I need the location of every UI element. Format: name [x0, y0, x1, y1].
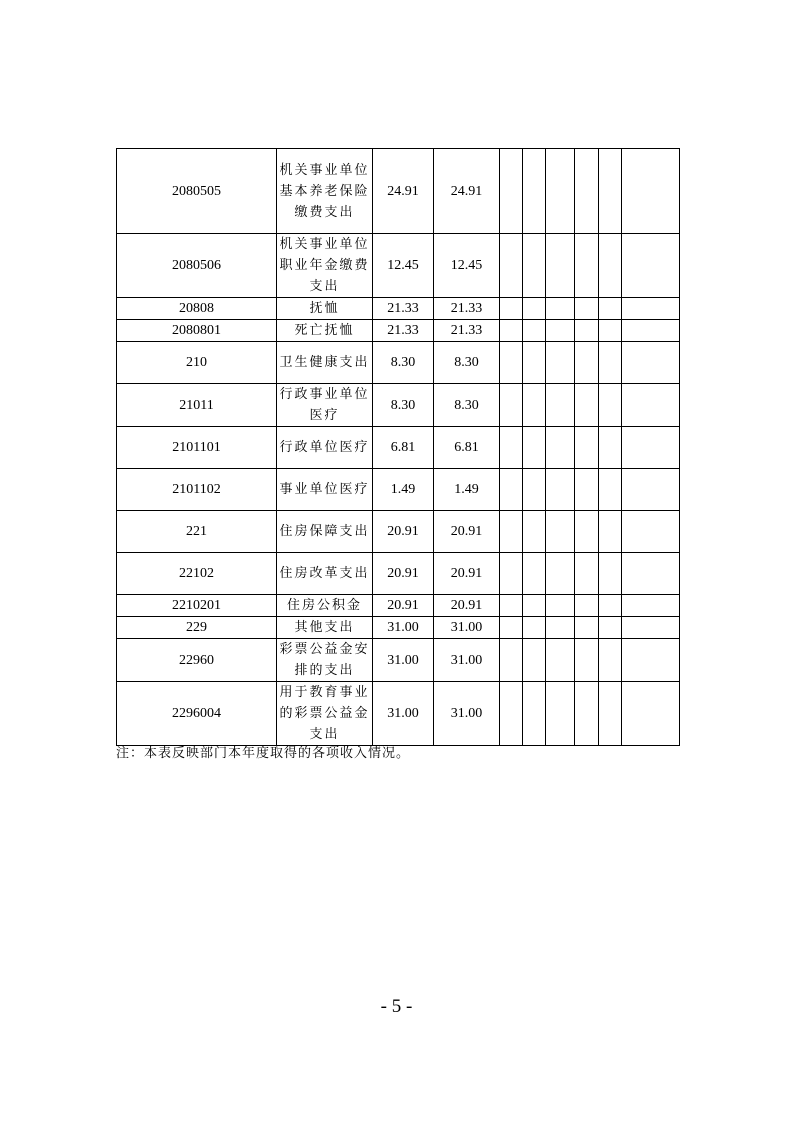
empty-cell	[500, 149, 523, 234]
subject-name-cell: 机关事业单位基本养老保险缴费支出	[277, 149, 373, 234]
amount-cell: 21.33	[434, 320, 500, 342]
amount-cell: 31.00	[434, 617, 500, 639]
empty-cell	[622, 427, 680, 469]
empty-cell	[575, 553, 599, 595]
total-cell: 21.33	[373, 320, 434, 342]
amount-cell: 31.00	[434, 639, 500, 682]
table-row	[117, 511, 680, 553]
empty-cell	[546, 553, 575, 595]
empty-cell	[599, 149, 622, 234]
empty-cell	[500, 469, 523, 511]
table-row	[117, 682, 680, 746]
total-cell: 8.30	[373, 384, 434, 427]
total-cell: 24.91	[373, 149, 434, 234]
amount-cell: 6.81	[434, 427, 500, 469]
subject-name-cell: 住房公积金	[277, 595, 373, 617]
empty-cell	[575, 234, 599, 298]
empty-cell	[622, 595, 680, 617]
page-number: - 5 -	[380, 996, 413, 1017]
empty-cell	[523, 234, 546, 298]
amount-cell: 8.30	[434, 384, 500, 427]
empty-cell	[546, 342, 575, 384]
total-cell: 1.49	[373, 469, 434, 511]
subject-code-cell: 221	[117, 511, 277, 553]
subject-code-cell: 2080801	[117, 320, 277, 342]
total-cell: 21.33	[373, 298, 434, 320]
subject-code-cell: 22960	[117, 639, 277, 682]
empty-cell	[622, 149, 680, 234]
empty-cell	[622, 469, 680, 511]
table-body	[117, 149, 680, 746]
subject-code-cell: 2210201	[117, 595, 277, 617]
total-cell: 6.81	[373, 427, 434, 469]
empty-cell	[622, 342, 680, 384]
empty-cell	[500, 639, 523, 682]
empty-cell	[622, 617, 680, 639]
subject-code-cell: 22102	[117, 553, 277, 595]
empty-cell	[599, 617, 622, 639]
empty-cell	[599, 682, 622, 746]
total-cell: 31.00	[373, 617, 434, 639]
empty-cell	[523, 342, 546, 384]
total-cell: 20.91	[373, 511, 434, 553]
empty-cell	[546, 469, 575, 511]
subject-code-cell: 229	[117, 617, 277, 639]
empty-cell	[500, 595, 523, 617]
table-row	[117, 617, 680, 639]
subject-code-cell: 2101102	[117, 469, 277, 511]
empty-cell	[500, 342, 523, 384]
empty-cell	[546, 320, 575, 342]
empty-cell	[575, 427, 599, 469]
table-row	[117, 298, 680, 320]
empty-cell	[575, 469, 599, 511]
total-cell: 20.91	[373, 553, 434, 595]
subject-name-cell: 其他支出	[277, 617, 373, 639]
subject-name-cell: 事业单位医疗	[277, 469, 373, 511]
empty-cell	[622, 553, 680, 595]
subject-name-cell: 住房保障支出	[277, 511, 373, 553]
subject-name-cell: 用于教育事业的彩票公益金支出	[277, 682, 373, 746]
empty-cell	[622, 234, 680, 298]
empty-cell	[546, 595, 575, 617]
subject-code-cell: 210	[117, 342, 277, 384]
subject-name-cell: 行政事业单位医疗	[277, 384, 373, 427]
subject-code-cell: 20808	[117, 298, 277, 320]
empty-cell	[622, 320, 680, 342]
table-note: 注：本表反映部门本年度取得的各项收入情况。	[116, 746, 411, 761]
table-row	[117, 595, 680, 617]
amount-cell: 8.30	[434, 342, 500, 384]
total-cell: 31.00	[373, 639, 434, 682]
empty-cell	[599, 511, 622, 553]
total-cell: 20.91	[373, 595, 434, 617]
table-row	[117, 639, 680, 682]
amount-cell: 1.49	[434, 469, 500, 511]
subject-code-cell: 2101101	[117, 427, 277, 469]
empty-cell	[500, 298, 523, 320]
empty-cell	[546, 511, 575, 553]
empty-cell	[523, 595, 546, 617]
empty-cell	[500, 553, 523, 595]
empty-cell	[523, 469, 546, 511]
empty-cell	[523, 553, 546, 595]
empty-cell	[500, 320, 523, 342]
empty-cell	[523, 511, 546, 553]
empty-cell	[622, 384, 680, 427]
empty-cell	[575, 320, 599, 342]
amount-cell: 21.33	[434, 298, 500, 320]
empty-cell	[500, 617, 523, 639]
table-row	[117, 384, 680, 427]
empty-cell	[575, 384, 599, 427]
empty-cell	[575, 298, 599, 320]
table-row	[117, 553, 680, 595]
empty-cell	[599, 427, 622, 469]
empty-cell	[500, 234, 523, 298]
table-row	[117, 149, 680, 234]
subject-name-cell: 卫生健康支出	[277, 342, 373, 384]
table-row	[117, 342, 680, 384]
total-cell: 12.45	[373, 234, 434, 298]
empty-cell	[599, 639, 622, 682]
empty-cell	[546, 298, 575, 320]
amount-cell: 12.45	[434, 234, 500, 298]
subject-name-cell: 住房改革支出	[277, 553, 373, 595]
subject-name-cell: 抚恤	[277, 298, 373, 320]
empty-cell	[622, 682, 680, 746]
empty-cell	[500, 427, 523, 469]
empty-cell	[575, 682, 599, 746]
empty-cell	[523, 384, 546, 427]
total-cell: 31.00	[373, 682, 434, 746]
amount-cell: 24.91	[434, 149, 500, 234]
empty-cell	[575, 149, 599, 234]
empty-cell	[523, 682, 546, 746]
empty-cell	[523, 149, 546, 234]
amount-cell: 31.00	[434, 682, 500, 746]
empty-cell	[575, 639, 599, 682]
table-row	[117, 320, 680, 342]
empty-cell	[546, 149, 575, 234]
empty-cell	[599, 342, 622, 384]
empty-cell	[523, 639, 546, 682]
empty-cell	[622, 639, 680, 682]
empty-cell	[622, 298, 680, 320]
amount-cell: 20.91	[434, 595, 500, 617]
empty-cell	[500, 682, 523, 746]
empty-cell	[546, 427, 575, 469]
empty-cell	[575, 511, 599, 553]
empty-cell	[599, 298, 622, 320]
subject-code-cell: 2080505	[117, 149, 277, 234]
subject-name-cell: 死亡抚恤	[277, 320, 373, 342]
empty-cell	[599, 469, 622, 511]
empty-cell	[599, 320, 622, 342]
empty-cell	[523, 617, 546, 639]
empty-cell	[599, 595, 622, 617]
table-row	[117, 234, 680, 298]
empty-cell	[546, 384, 575, 427]
total-cell: 8.30	[373, 342, 434, 384]
empty-cell	[546, 639, 575, 682]
empty-cell	[622, 511, 680, 553]
subject-name-cell: 机关事业单位职业年金缴费支出	[277, 234, 373, 298]
empty-cell	[546, 682, 575, 746]
empty-cell	[599, 384, 622, 427]
empty-cell	[500, 511, 523, 553]
empty-cell	[523, 298, 546, 320]
income-table	[116, 148, 680, 746]
empty-cell	[523, 320, 546, 342]
empty-cell	[523, 427, 546, 469]
empty-cell	[546, 617, 575, 639]
empty-cell	[500, 384, 523, 427]
empty-cell	[575, 342, 599, 384]
empty-cell	[575, 595, 599, 617]
table-row	[117, 427, 680, 469]
subject-code-cell: 21011	[117, 384, 277, 427]
empty-cell	[599, 234, 622, 298]
subject-code-cell: 2080506	[117, 234, 277, 298]
empty-cell	[575, 617, 599, 639]
subject-name-cell: 彩票公益金安排的支出	[277, 639, 373, 682]
empty-cell	[599, 553, 622, 595]
subject-code-cell: 2296004	[117, 682, 277, 746]
amount-cell: 20.91	[434, 553, 500, 595]
subject-name-cell: 行政单位医疗	[277, 427, 373, 469]
table-row	[117, 469, 680, 511]
amount-cell: 20.91	[434, 511, 500, 553]
empty-cell	[546, 234, 575, 298]
